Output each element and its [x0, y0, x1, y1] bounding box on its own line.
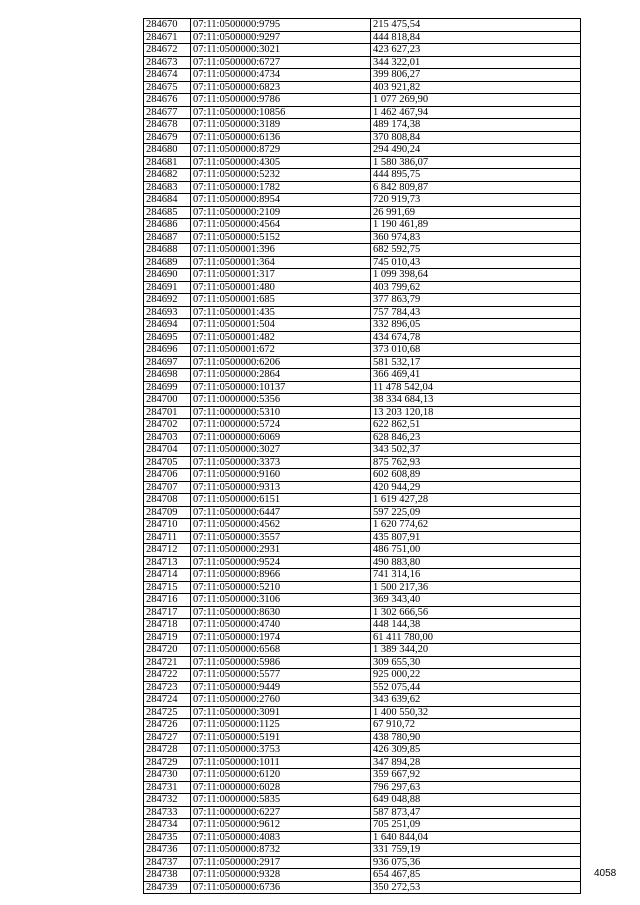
cadastral-value-cell: 602 608,89: [371, 469, 581, 482]
cadastral-number-cell: 07:11:0500000:3557: [191, 531, 371, 544]
cadastral-number-cell: 07:11:0500000:6151: [191, 494, 371, 507]
cadastral-number-cell: 07:11:0500000:8729: [191, 144, 371, 157]
table-row: [144, 881, 581, 894]
cadastral-number-cell: 07:11:0500000:3091: [191, 706, 371, 719]
cadastral-number-cell: 07:11:0500001:504: [191, 319, 371, 332]
table-row: [144, 481, 581, 494]
cadastral-value-cell: 1 619 427,28: [371, 494, 581, 507]
table-row: [144, 144, 581, 157]
row-number-cell: 284686: [144, 219, 191, 232]
cadastral-number-cell: 07:11:0500000:2760: [191, 694, 371, 707]
cadastral-value-cell: 1 500 217,36: [371, 581, 581, 594]
cadastral-number-cell: 07:11:0500000:5986: [191, 656, 371, 669]
row-number-cell: 284710: [144, 519, 191, 532]
table-row: [144, 194, 581, 207]
cadastral-value-cell: 61 411 780,00: [371, 631, 581, 644]
cadastral-number-cell: 07:11:0500000:5232: [191, 169, 371, 182]
cadastral-value-cell: 373 010,68: [371, 344, 581, 357]
table-row: [144, 219, 581, 232]
row-number-cell: 284725: [144, 706, 191, 719]
row-number-cell: 284735: [144, 831, 191, 844]
cadastral-value-cell: 1 580 386,07: [371, 156, 581, 169]
row-number-cell: 284670: [144, 19, 191, 32]
table-row: [144, 169, 581, 182]
row-number-cell: 284715: [144, 581, 191, 594]
row-number-cell: 284727: [144, 731, 191, 744]
cadastral-number-cell: 07:11:0000000:5724: [191, 419, 371, 432]
table-row: [144, 119, 581, 132]
row-number-cell: 284720: [144, 644, 191, 657]
cadastral-value-cell: 875 762,93: [371, 456, 581, 469]
cadastral-value-cell: 649 048,88: [371, 794, 581, 807]
table-row: [144, 644, 581, 657]
row-number-cell: 284731: [144, 781, 191, 794]
table-row: [144, 206, 581, 219]
cadastral-value-cell: 705 251,09: [371, 819, 581, 832]
row-number-cell: 284722: [144, 669, 191, 682]
cadastral-number-cell: 07:11:0500000:5191: [191, 731, 371, 744]
cadastral-value-cell: 426 309,85: [371, 744, 581, 757]
table-row: [144, 819, 581, 832]
row-number-cell: 284738: [144, 869, 191, 882]
row-number-cell: 284672: [144, 44, 191, 57]
row-number-cell: 284701: [144, 406, 191, 419]
row-number-cell: 284671: [144, 31, 191, 44]
cadastral-value-cell: 420 944,29: [371, 481, 581, 494]
table-row: [144, 506, 581, 519]
cadastral-number-cell: 07:11:0500000:3373: [191, 456, 371, 469]
cadastral-value-cell: 11 478 542,04: [371, 381, 581, 394]
cadastral-number-cell: 07:11:0500000:4562: [191, 519, 371, 532]
row-number-cell: 284674: [144, 69, 191, 82]
table-row: [144, 569, 581, 582]
table-row: [144, 381, 581, 394]
cadastral-value-cell: 438 780,90: [371, 731, 581, 744]
table-row: [144, 556, 581, 569]
table-row: [144, 781, 581, 794]
row-number-cell: 284704: [144, 444, 191, 457]
cadastral-value-cell: 622 862,51: [371, 419, 581, 432]
table-row: [144, 256, 581, 269]
cadastral-number-cell: 07:11:0500000:1011: [191, 756, 371, 769]
row-number-cell: 284685: [144, 206, 191, 219]
cadastral-value-cell: 360 974,83: [371, 231, 581, 244]
table-row: [144, 131, 581, 144]
cadastral-number-cell: 07:11:0500000:9297: [191, 31, 371, 44]
row-number-cell: 284734: [144, 819, 191, 832]
table-row: [144, 856, 581, 869]
table-row: [144, 81, 581, 94]
cadastral-value-cell: 344 322,01: [371, 56, 581, 69]
cadastral-number-cell: 07:11:0500000:3021: [191, 44, 371, 57]
table-row: [144, 531, 581, 544]
cadastral-number-cell: 07:11:0000000:5356: [191, 394, 371, 407]
cadastral-number-cell: 07:11:0500001:317: [191, 269, 371, 282]
row-number-cell: 284687: [144, 231, 191, 244]
cadastral-number-cell: 07:11:0500000:4734: [191, 69, 371, 82]
row-number-cell: 284678: [144, 119, 191, 132]
cadastral-value-cell: 6 842 809,87: [371, 181, 581, 194]
cadastral-number-cell: 07:11:0500000:9328: [191, 869, 371, 882]
cadastral-value-cell: 434 674,78: [371, 331, 581, 344]
table-row: [144, 456, 581, 469]
cadastral-value-cell: 1 302 666,56: [371, 606, 581, 619]
row-number-cell: 284709: [144, 506, 191, 519]
cadastral-number-cell: 07:11:0500001:396: [191, 244, 371, 257]
row-number-cell: 284703: [144, 431, 191, 444]
cadastral-number-cell: 07:11:0500000:6120: [191, 769, 371, 782]
table-row: [144, 269, 581, 282]
table-row: [144, 306, 581, 319]
row-number-cell: 284733: [144, 806, 191, 819]
cadastral-number-cell: 07:11:0500000:2864: [191, 369, 371, 382]
cadastral-number-cell: 07:11:0500000:4740: [191, 619, 371, 632]
cadastral-value-cell: 309 655,30: [371, 656, 581, 669]
cadastral-number-cell: 07:11:0500000:9160: [191, 469, 371, 482]
row-number-cell: 284718: [144, 619, 191, 632]
row-number-cell: 284713: [144, 556, 191, 569]
cadastral-number-cell: 07:11:0000000:5310: [191, 406, 371, 419]
cadastral-value-cell: 936 075,36: [371, 856, 581, 869]
row-number-cell: 284736: [144, 844, 191, 857]
table-row: [144, 844, 581, 857]
cadastral-value-cell: 370 808,84: [371, 131, 581, 144]
cadastral-value-cell: 215 475,54: [371, 19, 581, 32]
table-row: [144, 769, 581, 782]
cadastral-value-cell: 486 751,00: [371, 544, 581, 557]
cadastral-value-cell: 720 919,73: [371, 194, 581, 207]
row-number-cell: 284706: [144, 469, 191, 482]
table-row: [144, 56, 581, 69]
cadastral-value-cell: 489 174,38: [371, 119, 581, 132]
cadastral-number-cell: 07:11:0500000:10137: [191, 381, 371, 394]
cadastral-value-cell: 1 099 398,64: [371, 269, 581, 282]
table-row: [144, 31, 581, 44]
row-number-cell: 284677: [144, 106, 191, 119]
table-row: [144, 806, 581, 819]
table-row: [144, 731, 581, 744]
cadastral-number-cell: 07:11:0500001:482: [191, 331, 371, 344]
table-row: [144, 594, 581, 607]
table-row: [144, 869, 581, 882]
cadastral-value-cell: 444 895,75: [371, 169, 581, 182]
cadastral-number-cell: 07:11:0000000:6227: [191, 806, 371, 819]
row-number-cell: 284695: [144, 331, 191, 344]
cadastral-value-cell: 343 639,62: [371, 694, 581, 707]
cadastral-value-cell: 682 592,75: [371, 244, 581, 257]
table-row: [144, 606, 581, 619]
cadastral-number-cell: 07:11:0500001:672: [191, 344, 371, 357]
row-number-cell: 284699: [144, 381, 191, 394]
row-number-cell: 284683: [144, 181, 191, 194]
table-row: [144, 656, 581, 669]
row-number-cell: 284721: [144, 656, 191, 669]
row-number-cell: 284708: [144, 494, 191, 507]
cadastral-value-cell: 435 807,91: [371, 531, 581, 544]
cadastral-value-cell: 294 490,24: [371, 144, 581, 157]
cadastral-number-cell: 07:11:0500000:5210: [191, 581, 371, 594]
row-number-cell: 284717: [144, 606, 191, 619]
cadastral-value-cell: 1 640 844,04: [371, 831, 581, 844]
row-number-cell: 284693: [144, 306, 191, 319]
table-row: [144, 344, 581, 357]
table-row: [144, 581, 581, 594]
cadastral-value-cell: 597 225,09: [371, 506, 581, 519]
row-number-cell: 284681: [144, 156, 191, 169]
table-row: [144, 369, 581, 382]
table-row: [144, 831, 581, 844]
table-row: [144, 19, 581, 32]
table-row: [144, 244, 581, 257]
row-number-cell: 284702: [144, 419, 191, 432]
table-row: [144, 469, 581, 482]
table-row: [144, 294, 581, 307]
page-number: 4058: [594, 868, 617, 879]
row-number-cell: 284697: [144, 356, 191, 369]
table-row: [144, 231, 581, 244]
cadastral-value-cell: 587 873,47: [371, 806, 581, 819]
row-number-cell: 284684: [144, 194, 191, 207]
table-row: [144, 69, 581, 82]
row-number-cell: 284705: [144, 456, 191, 469]
cadastral-value-cell: 403 921,82: [371, 81, 581, 94]
row-number-cell: 284716: [144, 594, 191, 607]
table-row: [144, 519, 581, 532]
cadastral-number-cell: 07:11:0500000:9795: [191, 19, 371, 32]
row-number-cell: 284739: [144, 881, 191, 894]
cadastral-number-cell: 07:11:0500000:6736: [191, 881, 371, 894]
table-row: [144, 494, 581, 507]
table-row: [144, 156, 581, 169]
cadastral-number-cell: 07:11:0500000:1782: [191, 181, 371, 194]
cadastral-value-cell: 347 894,28: [371, 756, 581, 769]
cadastral-number-cell: 07:11:0500000:2917: [191, 856, 371, 869]
cadastral-value-cell: 331 759,19: [371, 844, 581, 857]
row-number-cell: 284723: [144, 681, 191, 694]
table-row: [144, 619, 581, 632]
table-row: [144, 794, 581, 807]
row-number-cell: 284696: [144, 344, 191, 357]
cadastral-value-cell: 369 343,40: [371, 594, 581, 607]
table-row: [144, 394, 581, 407]
cadastral-value-cell: 628 846,23: [371, 431, 581, 444]
cadastral-number-cell: 07:11:0500000:9786: [191, 94, 371, 107]
cadastral-value-cell: 448 144,38: [371, 619, 581, 632]
cadastral-value-cell: 332 896,05: [371, 319, 581, 332]
cadastral-value-cell: 343 502,37: [371, 444, 581, 457]
cadastral-number-cell: 07:11:0500001:685: [191, 294, 371, 307]
cadastral-number-cell: 07:11:0500000:1974: [191, 631, 371, 644]
row-number-cell: 284680: [144, 144, 191, 157]
cadastral-number-cell: 07:11:0500000:1125: [191, 719, 371, 732]
cadastral-number-cell: 07:11:0500000:3753: [191, 744, 371, 757]
cadastral-value-cell: 490 883,80: [371, 556, 581, 569]
cadastral-value-cell: 745 010,43: [371, 256, 581, 269]
cadastral-value-cell: 350 272,53: [371, 881, 581, 894]
cadastral-number-cell: 07:11:0500000:6206: [191, 356, 371, 369]
cadastral-value-cell: 552 075,44: [371, 681, 581, 694]
cadastral-number-cell: 07:11:0500000:8954: [191, 194, 371, 207]
row-number-cell: 284714: [144, 569, 191, 582]
table-row: [144, 281, 581, 294]
cadastral-number-cell: 07:11:0500001:364: [191, 256, 371, 269]
cadastral-number-cell: 07:11:0500000:8966: [191, 569, 371, 582]
cadastral-number-cell: 07:11:0500000:9524: [191, 556, 371, 569]
row-number-cell: 284689: [144, 256, 191, 269]
table-row: [144, 719, 581, 732]
cadastral-number-cell: 07:11:0500000:9313: [191, 481, 371, 494]
cadastral-value-cell: 581 532,17: [371, 356, 581, 369]
cadastral-number-cell: 07:11:0500000:5152: [191, 231, 371, 244]
cadastral-number-cell: 07:11:0000000:5835: [191, 794, 371, 807]
cadastral-number-cell: 07:11:0500000:10856: [191, 106, 371, 119]
row-number-cell: 284700: [144, 394, 191, 407]
cadastral-value-cell: 377 863,79: [371, 294, 581, 307]
cadastral-value-cell: 38 334 684,13: [371, 394, 581, 407]
cadastral-value-cell: 403 799,62: [371, 281, 581, 294]
table-row: [144, 631, 581, 644]
table-row: [144, 444, 581, 457]
cadastral-number-cell: 07:11:0500000:8630: [191, 606, 371, 619]
cadastral-value-cell: 757 784,43: [371, 306, 581, 319]
cadastral-number-cell: 07:11:0500000:5577: [191, 669, 371, 682]
cadastral-number-cell: 07:11:0500000:6823: [191, 81, 371, 94]
cadastral-number-cell: 07:11:0500000:4083: [191, 831, 371, 844]
cadastral-value-cell: 1 620 774,62: [371, 519, 581, 532]
cadastral-value-cell: 444 818,84: [371, 31, 581, 44]
cadastral-number-cell: 07:11:0500001:435: [191, 306, 371, 319]
cadastral-value-cell: 423 627,23: [371, 44, 581, 57]
cadastral-number-cell: 07:11:0500000:6136: [191, 131, 371, 144]
table-row: [144, 181, 581, 194]
row-number-cell: 284675: [144, 81, 191, 94]
cadastral-value-cell: 1 389 344,20: [371, 644, 581, 657]
cadastral-number-cell: 07:11:0500000:2109: [191, 206, 371, 219]
cadastral-number-cell: 07:11:0500000:3189: [191, 119, 371, 132]
table-row: [144, 694, 581, 707]
cadastral-number-cell: 07:11:0500001:480: [191, 281, 371, 294]
table-row: [144, 44, 581, 57]
cadastral-value-cell: 925 000,22: [371, 669, 581, 682]
row-number-cell: 284694: [144, 319, 191, 332]
cadastral-value-cell: 796 297,63: [371, 781, 581, 794]
cadastral-value-cell: 366 469,41: [371, 369, 581, 382]
row-number-cell: 284728: [144, 744, 191, 757]
row-number-cell: 284732: [144, 794, 191, 807]
row-number-cell: 284724: [144, 694, 191, 707]
row-number-cell: 284726: [144, 719, 191, 732]
table-row: [144, 106, 581, 119]
row-number-cell: 284691: [144, 281, 191, 294]
table-row: [144, 356, 581, 369]
cadastral-number-cell: 07:11:0500000:2931: [191, 544, 371, 557]
cadastral-value-cell: 1 077 269,90: [371, 94, 581, 107]
cadastral-number-cell: 07:11:0500000:8732: [191, 844, 371, 857]
cadastral-value-cell: 1 400 550,32: [371, 706, 581, 719]
row-number-cell: 284676: [144, 94, 191, 107]
table-row: [144, 431, 581, 444]
cadastral-number-cell: 07:11:0500000:4564: [191, 219, 371, 232]
row-number-cell: 284707: [144, 481, 191, 494]
row-number-cell: 284712: [144, 544, 191, 557]
row-number-cell: 284682: [144, 169, 191, 182]
cadastral-number-cell: 07:11:0500000:6447: [191, 506, 371, 519]
cadastral-number-cell: 07:11:0500000:9449: [191, 681, 371, 694]
row-number-cell: 284730: [144, 769, 191, 782]
cadastral-number-cell: 07:11:0500000:6568: [191, 644, 371, 657]
cadastral-value-table: [143, 18, 581, 894]
table-row: [144, 744, 581, 757]
row-number-cell: 284698: [144, 369, 191, 382]
cadastral-value-cell: 654 467,85: [371, 869, 581, 882]
table-row: [144, 756, 581, 769]
cadastral-value-cell: 1 462 467,94: [371, 106, 581, 119]
cadastral-number-cell: 07:11:0000000:6069: [191, 431, 371, 444]
row-number-cell: 284688: [144, 244, 191, 257]
cadastral-value-cell: 13 203 120,18: [371, 406, 581, 419]
row-number-cell: 284690: [144, 269, 191, 282]
row-number-cell: 284719: [144, 631, 191, 644]
cadastral-value-cell: 741 314,16: [371, 569, 581, 582]
table-row: [144, 669, 581, 682]
table-row: [144, 406, 581, 419]
cadastral-value-cell: 359 667,92: [371, 769, 581, 782]
table-row: [144, 319, 581, 332]
row-number-cell: 284729: [144, 756, 191, 769]
table-row: [144, 706, 581, 719]
cadastral-number-cell: 07:11:0500000:3027: [191, 444, 371, 457]
cadastral-number-cell: 07:11:0500000:4305: [191, 156, 371, 169]
cadastral-value-cell: 67 910,72: [371, 719, 581, 732]
table-row: [144, 681, 581, 694]
cadastral-number-cell: 07:11:0500000:6727: [191, 56, 371, 69]
row-number-cell: 284737: [144, 856, 191, 869]
table-body: [144, 19, 581, 894]
table-row: [144, 331, 581, 344]
cadastral-number-cell: 07:11:0500000:3106: [191, 594, 371, 607]
row-number-cell: 284673: [144, 56, 191, 69]
cadastral-number-cell: 07:11:0000000:6028: [191, 781, 371, 794]
cadastral-value-cell: 399 806,27: [371, 69, 581, 82]
cadastral-value-cell: 1 190 461,89: [371, 219, 581, 232]
row-number-cell: 284679: [144, 131, 191, 144]
table-row: [144, 419, 581, 432]
row-number-cell: 284692: [144, 294, 191, 307]
table-row: [144, 94, 581, 107]
cadastral-value-cell: 26 991,69: [371, 206, 581, 219]
cadastral-number-cell: 07:11:0500000:9612: [191, 819, 371, 832]
table-row: [144, 544, 581, 557]
row-number-cell: 284711: [144, 531, 191, 544]
